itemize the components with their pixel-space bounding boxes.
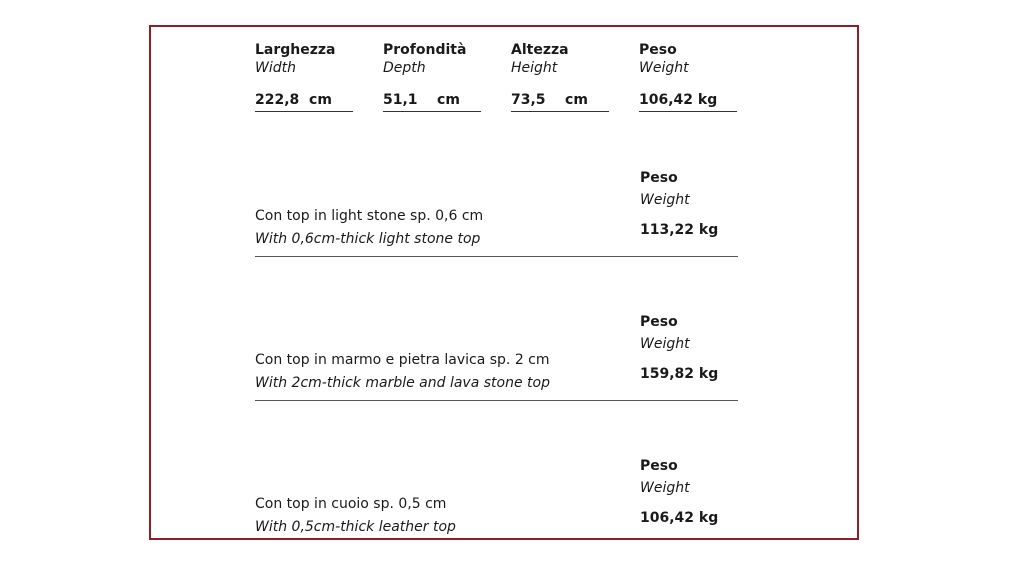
variant-weight bbox=[640, 455, 718, 527]
weight-value: 106,42 kg bbox=[640, 510, 719, 526]
description-en: With 0,6cm-thick light stone top bbox=[255, 231, 481, 247]
variant-light-stone bbox=[255, 167, 738, 257]
variant-description bbox=[255, 349, 550, 395]
variant-leather bbox=[255, 455, 738, 540]
dimension-weight bbox=[639, 41, 737, 112]
variant-weight bbox=[640, 311, 718, 383]
variant-description bbox=[255, 493, 456, 539]
weight-label-it: Peso bbox=[640, 458, 678, 474]
dimension-height bbox=[511, 41, 609, 112]
dimension-label-it: Larghezza bbox=[255, 42, 336, 58]
variant-description bbox=[255, 205, 483, 251]
variant-marble-lava bbox=[255, 311, 738, 401]
variant-weight bbox=[640, 167, 718, 239]
weight-value: 159,82 kg bbox=[640, 366, 719, 382]
dimension-value: 51,1 cm bbox=[383, 91, 481, 112]
dimension-value: 73,5 cm bbox=[511, 91, 609, 112]
dimension-value: 222,8 cm bbox=[255, 91, 353, 112]
weight-label-en: Weight bbox=[640, 336, 690, 352]
divider bbox=[255, 256, 738, 257]
dimension-label-it: Profondità bbox=[383, 42, 467, 58]
dimension-value: 106,42 kg bbox=[639, 91, 737, 112]
description-it: Con top in marmo e pietra lavica sp. 2 cm bbox=[255, 352, 550, 368]
weight-label-en: Weight bbox=[640, 192, 690, 208]
dimension-width bbox=[255, 41, 353, 112]
dimension-label-it: Peso bbox=[639, 42, 677, 58]
description-en: With 0,5cm-thick leather top bbox=[255, 519, 456, 535]
description-it: Con top in cuoio sp. 0,5 cm bbox=[255, 496, 447, 512]
divider bbox=[255, 400, 738, 401]
weight-label-it: Peso bbox=[640, 170, 678, 186]
spec-sheet-frame bbox=[149, 25, 859, 540]
dimension-label-en: Depth bbox=[383, 60, 426, 76]
weight-label-it: Peso bbox=[640, 314, 678, 330]
dimension-label-it: Altezza bbox=[511, 42, 569, 58]
weight-label-en: Weight bbox=[640, 480, 690, 496]
dimension-label-en: Height bbox=[511, 60, 558, 76]
description-it: Con top in light stone sp. 0,6 cm bbox=[255, 208, 484, 224]
dimension-label-en: Width bbox=[255, 60, 296, 76]
description-en: With 2cm-thick marble and lava stone top bbox=[255, 375, 550, 391]
dimension-depth bbox=[383, 41, 481, 112]
weight-value: 113,22 kg bbox=[640, 222, 719, 238]
dimension-label-en: Weight bbox=[639, 60, 689, 76]
